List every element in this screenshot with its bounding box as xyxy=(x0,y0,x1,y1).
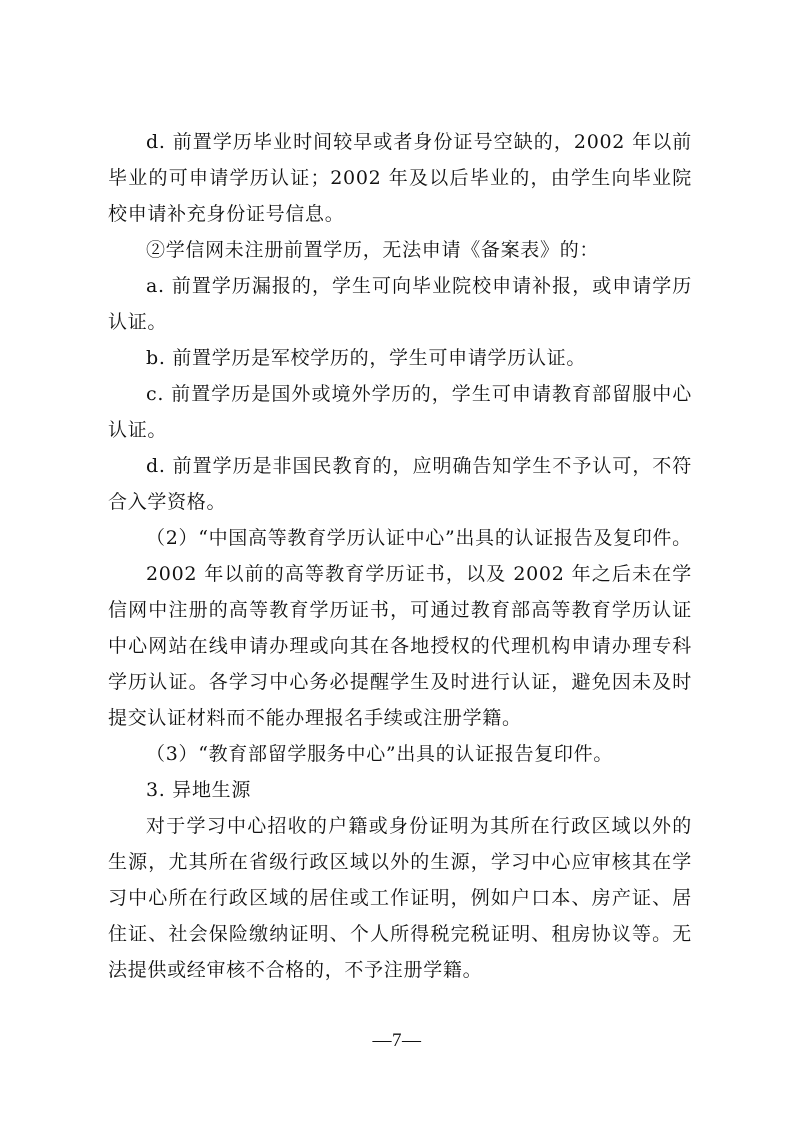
paragraph-certification-instructions: 2002 年以前的高等教育学历证书，以及 2002 年之后未在学信网中注册的高等教育学历证书，可通过教育部高等教育学历认证中心网站在线申请办理或向其在各地授权的代理机构申请办理专科学历认证。各学习中心务必提醒学生及时进行认证，避免因未及时提交认证材料而不能办理报名手续或注册学籍。 xyxy=(108,563,692,729)
paragraph-section-2-heading: （2）“中国高等教育学历认证中心”出具的认证报告及复印件。 xyxy=(146,527,692,549)
paragraph-item-d-non-national-education: d. 前置学历是非国民教育的，应明确告知学生不予认可，不符合入学资格。 xyxy=(108,455,692,513)
paragraph-item-a-missed-report: a. 前置学历漏报的，学生可向毕业院校申请补报，或申请学历认证。 xyxy=(108,275,692,333)
paragraph-item-d-early-graduation: d. 前置学历毕业时间较早或者身份证号空缺的，2002 年以前毕业的可申请学历认证；2002 年及以后毕业的，由学生向毕业院校申请补充身份证号信息。 xyxy=(108,131,692,225)
paragraph-item-c-foreign-degree: c. 前置学历是国外或境外学历的，学生可申请教育部留服中心认证。 xyxy=(108,383,692,441)
document-body xyxy=(108,124,692,988)
paragraph-item-b-military-school: b. 前置学历是军校学历的，学生可申请学历认证。 xyxy=(146,347,587,369)
paragraph-nonlocal-students-rules: 对于学习中心招收的户籍或身份证明为其所在行政区域以外的生源，尤其所在省级行政区域以外的生源，学习中心应审核其在学习中心所在行政区域的居住或工作证明，例如户口本、房产证、居住证、社会保险缴纳证明、个人所得税完税证明、租房协议等。无法提供或经审核不合格的，不予注册学籍。 xyxy=(108,815,692,981)
section-heading-nonlocal-students: 3. 异地生源 xyxy=(146,779,252,801)
paragraph-section-3-heading: （3）“教育部留学服务中心”出具的认证报告复印件。 xyxy=(146,743,614,765)
paragraph-unregistered-prior-degree: ②学信网未注册前置学历，无法申请《备案表》的： xyxy=(146,239,600,261)
page-number: —7— xyxy=(372,1030,422,1051)
